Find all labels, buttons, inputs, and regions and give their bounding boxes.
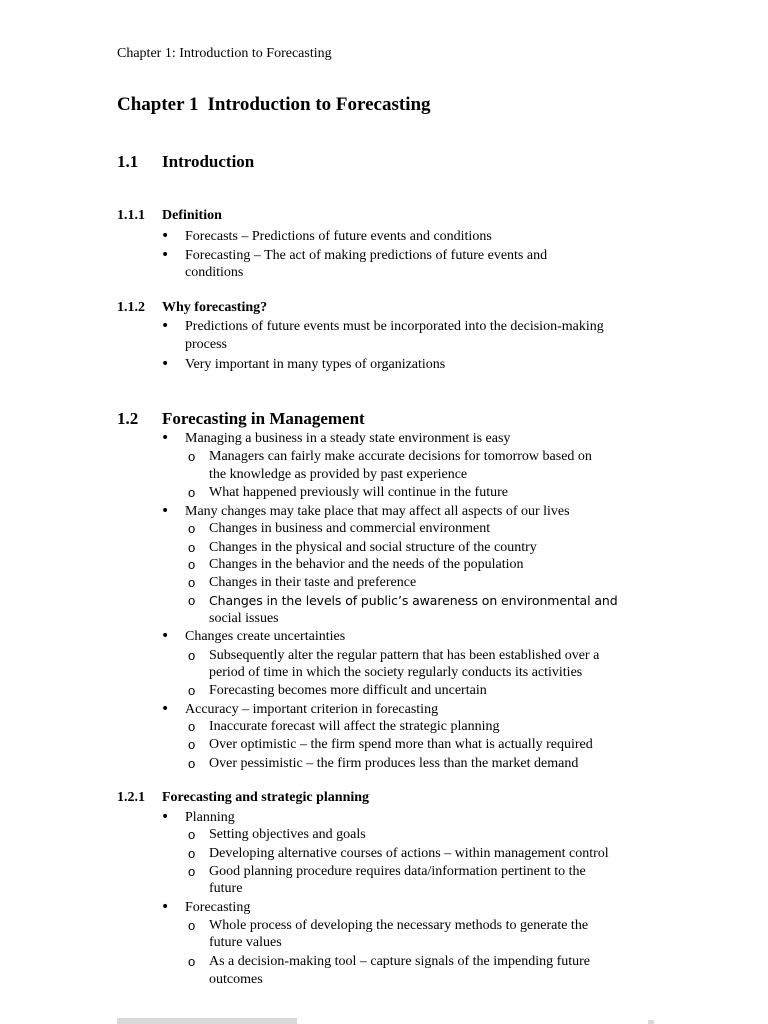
- bullet-item: • Forecasting – The act of making predictions of future events and: [185, 247, 645, 265]
- bullet-item: • Managing a business in a steady state environment is easy: [185, 430, 645, 448]
- sub-bullet-item: o Developing alternative courses of actions – within management control: [209, 845, 659, 863]
- sub-bullet-continuation: future values: [209, 935, 282, 950]
- sub-bullet-item: o Changes in business and commercial environment: [209, 520, 659, 538]
- sub-bullet-continuation: the knowledge as provided by past experience: [209, 467, 468, 482]
- footer-text-cutoff: [117, 1018, 297, 1024]
- section-title: Introduction: [162, 152, 255, 171]
- sub-bullet-item: o Changes in the physical and social structure of the country: [209, 539, 659, 557]
- sub-bullet-item: o Setting objectives and goals: [209, 826, 659, 844]
- subsection-number: 1.2.1: [117, 790, 145, 805]
- bullet-item: • Forecasting: [185, 899, 645, 917]
- sub-bullet-item: o As a decision-making tool – capture signals of the impending future: [209, 953, 659, 971]
- subsection-number: 1.1.2: [117, 300, 145, 315]
- running-header: Chapter 1: Introduction to Forecasting: [117, 46, 332, 61]
- sub-bullet-item: o Changes in the behavior and the needs of the population: [209, 556, 659, 574]
- bullet-item: • Accuracy – important criterion in forecasting: [185, 701, 645, 719]
- bullet-continuation: conditions: [185, 265, 244, 280]
- sub-bullet-item: o Over pessimistic – the firm produces less than the market demand: [209, 755, 659, 773]
- sub-bullet-item: o Subsequently alter the regular pattern that has been established over a: [209, 647, 659, 665]
- footer-page-marker: [648, 1020, 654, 1024]
- chapter-title-text: Introduction to Forecasting: [207, 94, 431, 115]
- sub-bullet-item: o What happened previously will continue in the future: [209, 484, 659, 502]
- chapter-title: [117, 94, 431, 116]
- bullet-item: • Changes create uncertainties: [185, 628, 645, 646]
- sub-bullet-item: o Over optimistic – the firm spend more than what is actually required: [209, 736, 659, 754]
- chapter-number: Chapter 1: [117, 94, 199, 115]
- sub-bullet-continuation: future: [209, 881, 243, 896]
- sub-bullet-continuation: outcomes: [209, 972, 263, 987]
- bullet-item: • Predictions of future events must be incorporated into the decision-making: [185, 318, 645, 336]
- sub-bullet-item: o Inaccurate forecast will affect the strategic planning: [209, 718, 659, 736]
- section-number: 1.1: [117, 152, 139, 171]
- subsection-title: Why forecasting?: [162, 300, 268, 315]
- sub-bullet-item: o Changes in the levels of public’s awareness on environmental and: [209, 592, 659, 610]
- sub-bullet-item: o Managers can fairly make accurate decisions for tomorrow based on: [209, 448, 659, 466]
- sub-bullet-continuation: period of time in which the society regularly conducts its activities: [209, 665, 583, 680]
- bullet-item: • Forecasts – Predictions of future events and conditions: [185, 228, 645, 246]
- bullet-item: • Many changes may take place that may affect all aspects of our lives: [185, 503, 645, 521]
- subsection-title: Forecasting and strategic planning: [162, 790, 370, 805]
- sub-bullet-item: o Good planning procedure requires data/information pertinent to the: [209, 863, 659, 881]
- sub-bullet-item: o Changes in their taste and preference: [209, 574, 659, 592]
- sub-bullet-item: o Whole process of developing the necessary methods to generate the: [209, 917, 659, 935]
- bullet-item: • Very important in many types of organizations: [185, 356, 645, 374]
- bullet-continuation: process: [185, 337, 227, 352]
- subsection-number: 1.1.1: [117, 208, 145, 223]
- sub-bullet-continuation: social issues: [209, 611, 279, 626]
- subsection-title: Definition: [162, 208, 222, 223]
- sub-bullet-item: o Forecasting becomes more difficult and uncertain: [209, 682, 659, 700]
- section-title: Forecasting in Management: [162, 409, 365, 428]
- section-number: 1.2: [117, 409, 139, 428]
- bullet-item: • Planning: [185, 809, 645, 827]
